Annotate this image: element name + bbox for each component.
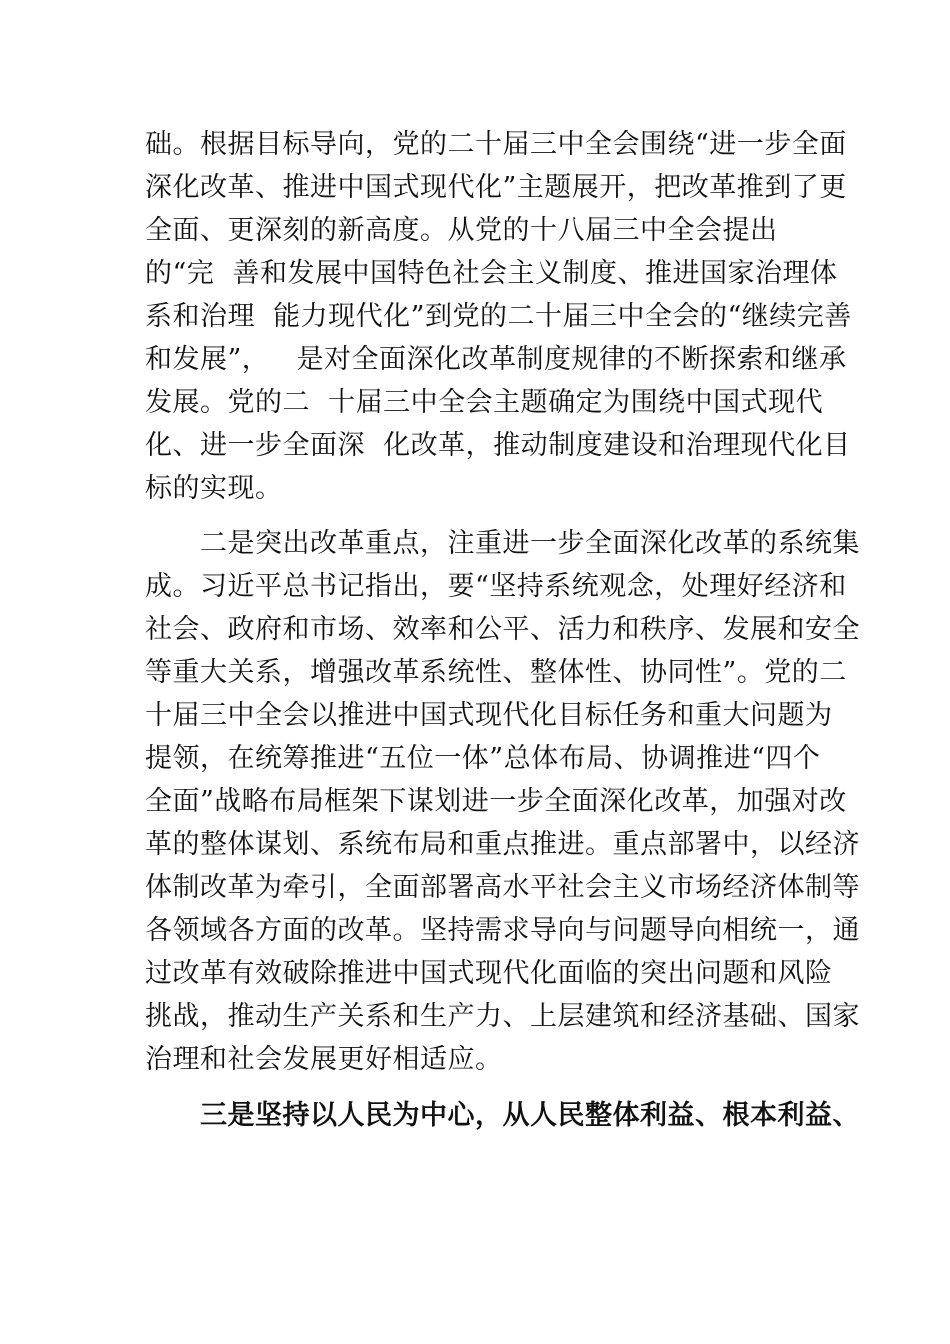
text-line: 挑战，推动生产关系和生产力、上层建筑和经济基础、国家 — [145, 1001, 860, 1032]
text-line: 全面、更深刻的新高度。从党的十八届三中全会提出 — [145, 215, 778, 246]
text-line: 全面”战略布局框架下谋划进一步全面深化改革，加强对改 — [145, 786, 847, 817]
text-line: 的“完 善和发展中国特色社会主义制度、推进国家治理体 — [145, 258, 838, 289]
text-line: 治理和社会发展更好相适应。 — [145, 1044, 503, 1075]
text-line: 系和治理 能力现代化”到党的二十届三中全会的“继续完善 — [145, 301, 852, 332]
text-line: 过改革有效破除推进中国式现代化面临的突出问题和风险 — [145, 958, 833, 989]
text-line: 体制改革为牵引，全面部署高水平社会主义市场经济体制等 — [145, 872, 860, 903]
text-line: 发展。党的二 十届三中全会主题确定为围绕中国式现代 — [145, 387, 824, 418]
text-line: 础。根据目标导向，党的二十届三中全会围绕“进一步全面 — [145, 129, 847, 160]
text-line: 和发展”， 是对全面深化改革制度规律的不断探索和继承 — [145, 344, 847, 375]
paragraph-spacer — [145, 1081, 810, 1094]
paragraph-3 — [145, 1094, 860, 1137]
paragraph-1 — [145, 123, 852, 510]
text-line: 革的整体谋划、系统布局和重点推进。重点部署中，以经济 — [145, 829, 860, 860]
paragraph-spacer — [145, 510, 810, 522]
text-line: 二是突出改革重点，注重进一步全面深化改革的系统集 — [200, 528, 860, 559]
text-line: 各领域各方面的改革。坚持需求导向与问题导向相统一，通 — [145, 915, 860, 946]
bold-heading-line: 三是坚持以人民为中心，从人民整体利益、根本利益、 — [200, 1100, 860, 1131]
document-body — [145, 123, 860, 1137]
text-line: 提领，在统筹推进“五位一体”总体布局、协调推进“四个 — [145, 743, 821, 774]
text-line: 社会、政府和市场、效率和公平、活力和秩序、发展和安全 — [145, 614, 860, 645]
text-line: 等重大关系，增强改革系统性、整体性、协同性”。党的二 — [145, 657, 847, 688]
paragraph-2 — [145, 522, 860, 1081]
text-line: 成。习近平总书记指出，要“坚持系统观念，处理好经济和 — [145, 571, 847, 602]
text-line: 化、进一步全面深 化改革，推动制度建设和治理现代化目 — [145, 430, 851, 461]
text-line: 标的实现。 — [145, 473, 283, 504]
text-line: 十届三中全会以推进中国式现代化目标任务和重大问题为 — [145, 700, 833, 731]
text-line: 深化改革、推进中国式现代化”主题展开，把改革推到了更 — [145, 172, 847, 203]
